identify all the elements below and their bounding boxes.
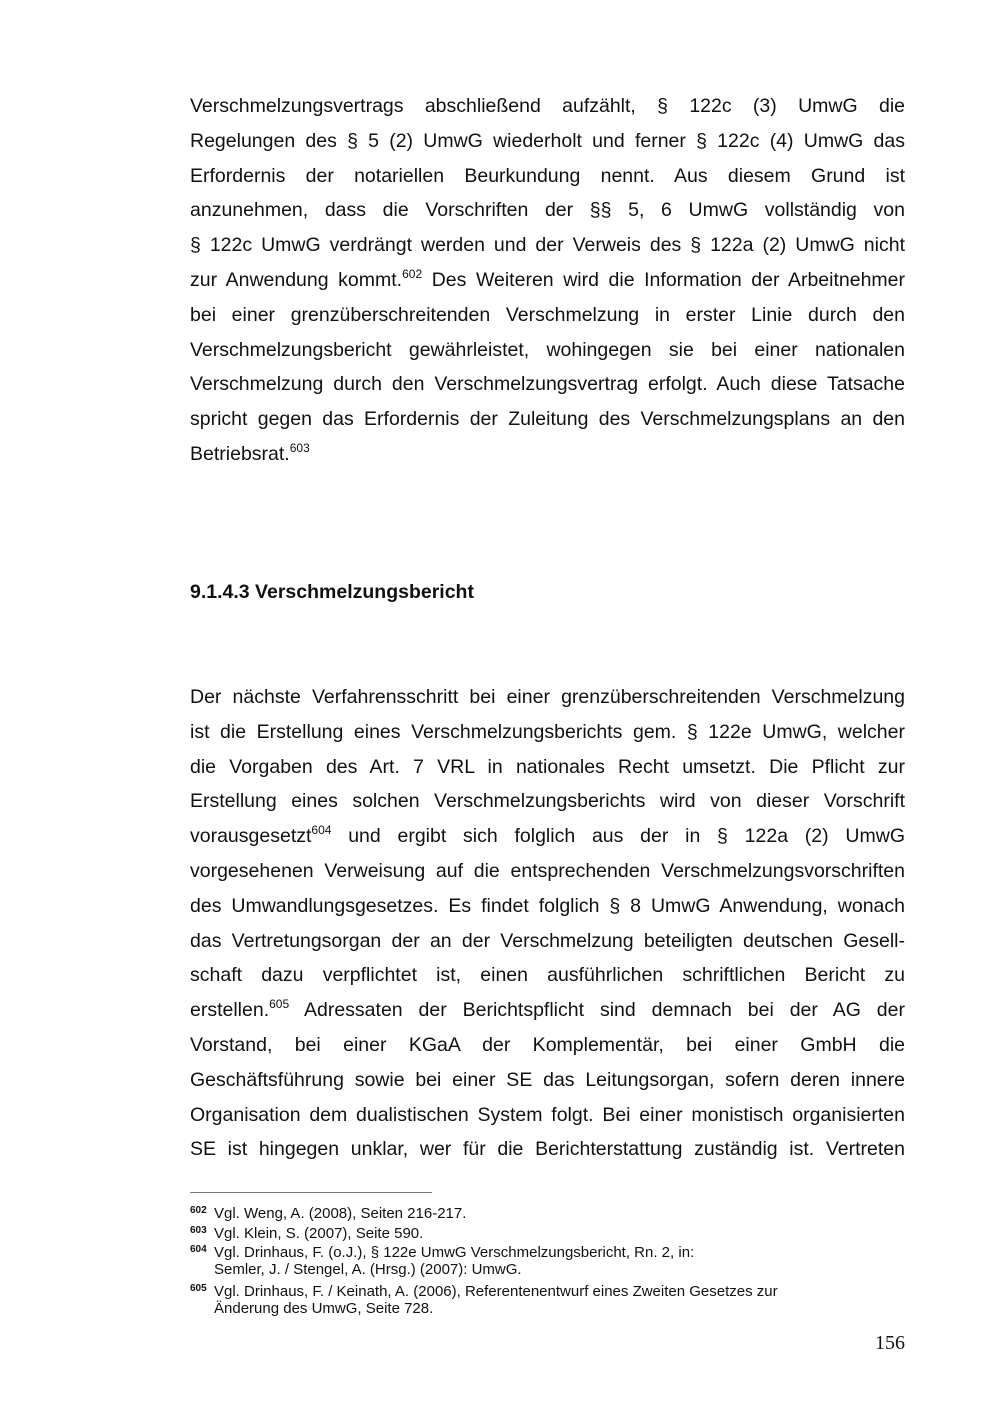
footnote-text: Vgl. Drinhaus, F. (o.J.), § 122e UmwG Verschmelzungsbericht, Rn. 2, in: — [214, 1244, 695, 1261]
text-line: Verschmelzungsvertrags abschließend aufzählt, § 122c (3) UmwG die — [190, 95, 905, 117]
text-line: SE ist hingegen unklar, wer für die Berichterstattung zuständig ist. Vertreten — [190, 1138, 905, 1161]
footnote-reference[interactable]: 604 — [311, 823, 332, 838]
text-line: erstellen.$^{605}$ Adressaten der Berichtspflicht sind demnach bei der AG der — [190, 997, 905, 1022]
text-line: das Vertretungsorgan der an der Verschmelzung beteiligten deutschen Gesell- — [190, 929, 905, 952]
footnote-number: 602 — [190, 1205, 207, 1216]
text-line: Verschmelzungsbericht gewährleistet, wohingegen sie bei einer nationalen — [190, 338, 905, 361]
footnote-line — [214, 1300, 433, 1318]
text-line: Der nächste Verfahrensschritt bei einer grenzüberschreitenden Verschmelzung — [190, 686, 905, 708]
text-line: bei einer grenzüberschreitenden Verschmelzung in erster Linie durch den — [190, 303, 905, 326]
footnote-text: Änderung des UmwG, Seite 728. — [214, 1299, 434, 1317]
footnote-line — [190, 1202, 466, 1223]
text-line: § 122c UmwG verdrängt werden und der Verweis des § 122a (2) UmwG nicht — [190, 234, 905, 257]
text-line: spricht gegen das Erfordernis der Zuleitung des Verschmelzungsplans an den — [190, 408, 905, 431]
section-heading: 9.1.4.3 Verschmelzungsbericht — [190, 581, 474, 603]
text-line: Erstellung eines solchen Verschmelzungsberichts wird von dieser Vorschrift — [190, 790, 905, 813]
footnote-number: 603 — [190, 1224, 207, 1236]
text-line: Vorstand, bei einer KGaA der Komplementär, bei einer GmbH die — [190, 1034, 905, 1056]
footnote-line — [190, 1222, 423, 1243]
text-line: vorgesehenen Verweisung auf die entsprechenden Verschmelzungsvorschriften — [190, 860, 905, 882]
footnote-text: Vgl. Drinhaus, F. / Keinath, A. (2006), Referentenentwurf eines Zweiten Gesetzes zur — [214, 1283, 778, 1300]
page-number: 156 — [875, 1332, 905, 1354]
footnote-text: Vgl. Weng, A. (2008), Seiten 216-217. — [214, 1205, 467, 1222]
footnote-line — [190, 1280, 778, 1301]
text-line: des Umwandlungsgesetzes. Es findet folglich § 8 UmwG Anwendung, wonach — [190, 894, 905, 917]
footnote-text: Vgl. Klein, S. (2007), Seite 590. — [214, 1224, 424, 1242]
text-line: Organisation dem dualistischen System folgt. Bei einer monistisch organisierten — [190, 1103, 905, 1126]
text-line: vorausgesetzt$^{604}$ und ergibt sich folglich aus der in § 122a (2) UmwG — [190, 823, 905, 848]
text-line: ist die Erstellung eines Verschmelzungsberichts gem. § 122e UmwG, welcher — [190, 720, 905, 743]
text-line: schaft dazu verpflichtet ist, einen ausführlichen schriftlichen Bericht zu — [190, 964, 905, 987]
footnote-line — [214, 1261, 522, 1279]
footnote-number: 605 — [190, 1283, 207, 1294]
text-line: Erfordernis der notariellen Beurkundung nennt. Aus diesem Grund ist — [190, 164, 905, 187]
footnote-divider — [190, 1192, 432, 1193]
footnote-reference[interactable]: 602 — [402, 267, 423, 281]
text-line: die Vorgaben des Art. 7 VRL in nationales Recht umsetzt. Die Pflicht zur — [190, 755, 905, 778]
text-line: Geschäftsführung sowie bei einer SE das Leitungsorgan, sofern deren innere — [190, 1068, 905, 1091]
text-line: Regelungen des § 5 (2) UmwG wiederholt und ferner § 122c (4) UmwG das — [190, 129, 905, 152]
text-line: anzunehmen, dass die Vorschriften der §§ 5, 6 UmwG vollständig von — [190, 199, 905, 222]
text-line: zur Anwendung kommt.$^{602}$ Des Weiteren wird die Information der Arbeitnehmer — [190, 267, 905, 291]
footnote-text: Semler, J. / Stengel, A. (Hrsg.) (2007): UmwG. — [214, 1260, 522, 1278]
text-line: Verschmelzung durch den Verschmelzungsvertrag erfolgt. Auch diese Tatsache — [190, 373, 905, 396]
footnote-reference[interactable]: 603 — [289, 441, 310, 455]
text-line: Betriebsrat.$^{603}$ — [190, 441, 310, 465]
footnote-number: 604 — [190, 1244, 207, 1255]
footnote-reference[interactable]: 605 — [269, 997, 290, 1012]
footnote-line — [190, 1241, 694, 1262]
